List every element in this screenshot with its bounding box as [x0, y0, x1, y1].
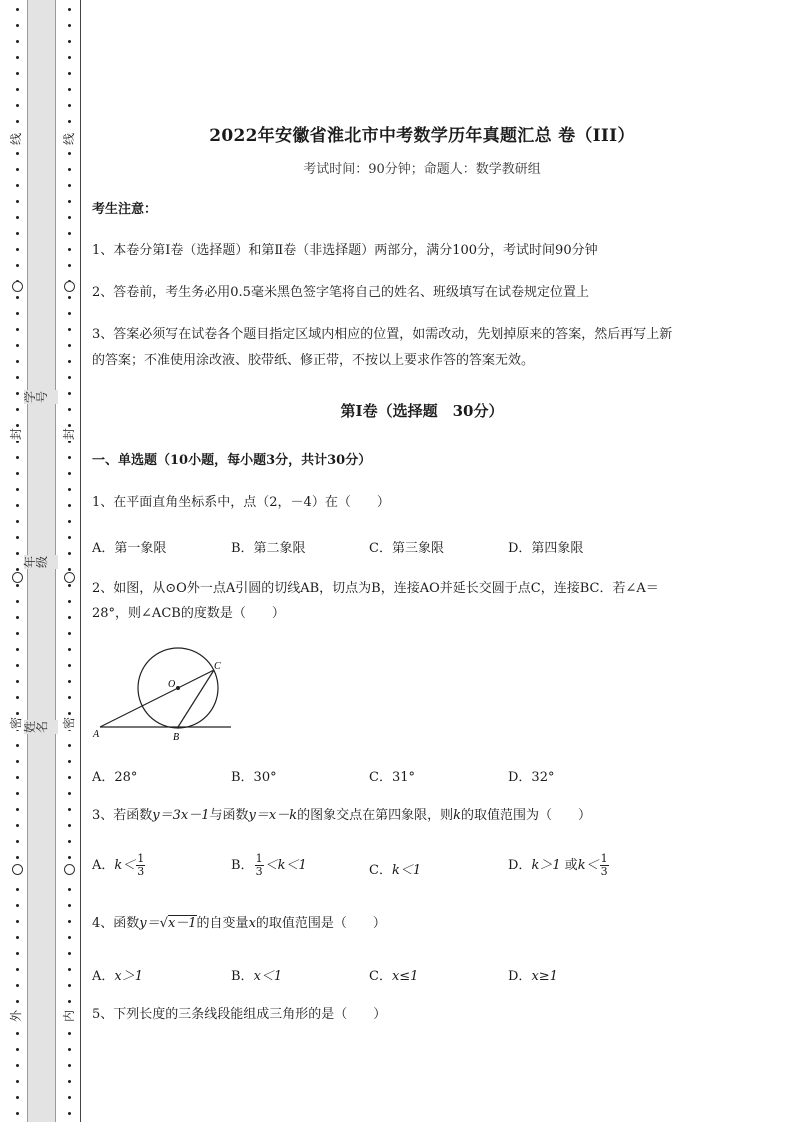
binding-dot: [68, 776, 71, 779]
binding-dot: [68, 376, 71, 379]
binding-dot: [16, 184, 19, 187]
q3-stem-mid2: 的图象交点在第四象限，则: [297, 808, 454, 823]
binding-dot: [16, 744, 19, 747]
binding-dot: [16, 552, 19, 555]
label-a: A: [93, 729, 100, 740]
outer-label-mi: 密: [9, 717, 23, 730]
binding-dot: [16, 920, 19, 923]
q3-a-prefix: A．: [92, 858, 115, 873]
q3-option-d: [508, 853, 610, 878]
binding-dot: [16, 344, 19, 347]
binding-hole-marker: [12, 281, 23, 292]
binding-dot: [68, 536, 71, 539]
field-grade: 年 级: [24, 555, 58, 569]
binding-dot: [16, 1032, 19, 1035]
binding-dot: [16, 360, 19, 363]
binding-dot: [68, 504, 71, 507]
q4-d-expr: x≥1: [531, 969, 558, 984]
binding-dot: [68, 680, 71, 683]
binding-dot: [16, 296, 19, 299]
binding-dot: [16, 968, 19, 971]
binding-dot: [16, 376, 19, 379]
binding-dot: [68, 616, 71, 619]
q4-stem-mid: 的自变量: [196, 916, 249, 931]
circle-tangent-figure: [92, 645, 242, 745]
binding-dot: [16, 664, 19, 667]
notice-item-3-cont: 的答案；不准使用涂改液、胶带纸、修正带，不按以上要求作答的答案无效。: [92, 353, 535, 368]
q4-radicand: x－1: [167, 916, 197, 931]
q3-function-2: y＝x－k: [248, 808, 298, 823]
exam-title: 2022年安徽省淮北市中考数学历年真题汇总 卷（III）: [209, 126, 635, 146]
binding-dot: [68, 72, 71, 75]
q3-b-prefix: B．: [231, 858, 254, 873]
q2-option-d: D．32°: [508, 770, 555, 785]
q3-option-c: [369, 859, 421, 878]
binding-dot: [68, 200, 71, 203]
outer-label-wai: 外: [9, 1010, 23, 1023]
q4-stem-suffix: 的取值范围是（ ）: [255, 916, 386, 931]
q4-stem-prefix: 4、函数: [92, 916, 140, 931]
binding-dot: [68, 920, 71, 923]
q3-b-expr: ＜k＜1: [264, 858, 307, 873]
binding-dot: [68, 264, 71, 267]
binding-dot: [16, 264, 19, 267]
q4-func: y＝: [139, 916, 160, 931]
q4-var-x: x: [248, 916, 256, 931]
binding-dot: [68, 312, 71, 315]
binding-dot: [68, 520, 71, 523]
outer-label-xian: 线: [9, 133, 23, 146]
q3-d-prefix: D．: [508, 858, 532, 873]
q1-option-c: C．第三象限: [369, 541, 444, 556]
label-b: B: [173, 732, 180, 743]
q4-b-expr: x＜1: [253, 969, 283, 984]
binding-dot: [16, 216, 19, 219]
frac-num: 1: [255, 852, 263, 865]
binding-dot: [16, 648, 19, 651]
binding-dot: [68, 744, 71, 747]
binding-dot: [68, 936, 71, 939]
binding-dot: [16, 200, 19, 203]
binding-dot: [16, 1048, 19, 1051]
binding-dot: [68, 552, 71, 555]
binding-dot: [16, 248, 19, 251]
frac-num: 1: [600, 852, 608, 865]
binding-dot: [16, 1064, 19, 1067]
binding-dot: [16, 824, 19, 827]
binding-dot: [16, 1112, 19, 1115]
binding-dot: [16, 1000, 19, 1003]
binding-dot: [16, 472, 19, 475]
q4-c-expr: x≤1: [391, 969, 419, 984]
binding-dot: [68, 104, 71, 107]
binding-dot: [68, 1048, 71, 1051]
field-student-id: 学 号: [24, 390, 58, 404]
binding-dot: [16, 600, 19, 603]
field-name: 姓 名: [24, 720, 58, 734]
binding-dot: [16, 488, 19, 491]
binding-dot: [68, 296, 71, 299]
q4-option-a: [92, 965, 143, 984]
binding-dot: [68, 824, 71, 827]
q2-option-b: B．30°: [231, 770, 277, 785]
q4-option-d: [508, 965, 558, 984]
binding-dot: [68, 40, 71, 43]
question-3-stem: [92, 803, 591, 829]
binding-dot: [68, 968, 71, 971]
frac-den: 3: [600, 865, 608, 878]
q4-a-expr: x＞1: [114, 969, 143, 984]
binding-dot: [68, 488, 71, 491]
binding-hole-marker: [64, 281, 75, 292]
q4-option-b: [231, 965, 282, 984]
binding-dot: [68, 56, 71, 59]
binding-dot: [68, 568, 71, 571]
binding-dot: [16, 88, 19, 91]
binding-dot: [16, 408, 19, 411]
question-2-stem-line1: 2、如图，从⊙O外一点A引圆的切线AB，切点为B，连接AO并延长交圆于点C，连接BC．若∠A＝: [92, 581, 659, 596]
binding-dot: [68, 792, 71, 795]
q3-var-k: k: [453, 808, 461, 823]
binding-margin: [0, 0, 82, 1122]
q4-option-c: [369, 965, 418, 984]
binding-dot: [16, 536, 19, 539]
binding-dot: [68, 984, 71, 987]
q1-option-b: B．第二象限: [231, 541, 306, 556]
q2-option-c: C．31°: [369, 770, 415, 785]
q4-c-prefix: C．: [369, 969, 392, 984]
notice-heading: 考生注意：: [92, 202, 158, 217]
q3-stem-prefix: 3、若函数: [92, 808, 153, 823]
binding-dot: [68, 840, 71, 843]
fraction-one-third: [255, 853, 264, 878]
binding-dot: [16, 984, 19, 987]
q3-d-or: 或: [564, 858, 578, 873]
q2-option-a: A．28°: [92, 770, 138, 785]
section-title: 第I卷（选择题 30分）: [340, 402, 504, 420]
binding-dot: [16, 712, 19, 715]
binding-dot: [68, 1096, 71, 1099]
binding-dot: [68, 632, 71, 635]
exam-subtitle: 考试时间：90分钟；命题人：数学教研组: [303, 162, 541, 177]
q3-stem-mid: 与函数: [209, 808, 249, 823]
binding-dot: [68, 696, 71, 699]
binding-dot: [68, 1000, 71, 1003]
binding-dot: [68, 88, 71, 91]
binding-dot: [68, 664, 71, 667]
binding-dot: [16, 808, 19, 811]
frac-den: 3: [255, 865, 263, 878]
binding-dot: [16, 888, 19, 891]
q1-option-a: A．第一象限: [92, 541, 167, 556]
binding-dot: [68, 152, 71, 155]
q3-option-a: [92, 853, 146, 878]
binding-dot: [68, 472, 71, 475]
binding-dot: [16, 952, 19, 955]
fraction-one-third: [136, 853, 145, 878]
binding-dot: [68, 856, 71, 859]
binding-dot: [16, 456, 19, 459]
binding-dot: [68, 1064, 71, 1067]
fraction-one-third: [600, 853, 609, 878]
binding-dot: [16, 936, 19, 939]
binding-dot: [16, 856, 19, 859]
question-2-stem-line2: 28°，则∠ACB的度数是（ ）: [92, 606, 285, 621]
center-point: [176, 686, 180, 690]
binding-dot: [68, 1080, 71, 1083]
binding-dot: [16, 760, 19, 763]
binding-dot: [68, 232, 71, 235]
q3-d-expr: k＞1: [531, 858, 561, 873]
binding-dot: [68, 360, 71, 363]
binding-dot: [16, 232, 19, 235]
segment-ac: [100, 670, 214, 727]
binding-dot: [68, 168, 71, 171]
part-heading: 一、单选题（10小题，每小题3分，共计30分）: [92, 453, 372, 468]
binding-dot: [16, 840, 19, 843]
binding-hole-marker: [12, 572, 23, 583]
q3-option-b: [231, 853, 307, 878]
binding-dot: [68, 184, 71, 187]
notice-item-3: 3、答案必须写在试卷各个题目指定区域内相应的位置，如需改动，先划掉原来的答案，然后再写上新: [92, 327, 673, 342]
binding-dot: [16, 616, 19, 619]
label-c: C: [214, 661, 221, 672]
binding-dot: [68, 888, 71, 891]
notice-item-2: 2、答卷前，考生务必用0.5毫米黑色签字笔将自己的姓名、班级填写在试卷规定位置上: [92, 285, 589, 300]
binding-dot: [68, 8, 71, 11]
sqrt-symbol: √: [159, 916, 168, 931]
frac-den: 3: [137, 865, 145, 878]
binding-dot: [16, 904, 19, 907]
q1-option-d: D．第四象限: [508, 541, 584, 556]
binding-dot: [68, 1112, 71, 1115]
q3-stem-suffix: 的取值范围为（ ）: [460, 808, 591, 823]
frac-num: 1: [137, 852, 145, 865]
binding-hole-marker: [64, 864, 75, 875]
binding-dot: [16, 792, 19, 795]
binding-dot: [16, 1096, 19, 1099]
binding-dot: [16, 584, 19, 587]
q3-a-expr: k＜: [114, 858, 136, 873]
binding-hole-marker: [64, 572, 75, 583]
q4-a-prefix: A．: [92, 969, 115, 984]
binding-dot: [68, 392, 71, 395]
outer-label-feng: 封: [9, 428, 23, 441]
binding-dot: [16, 312, 19, 315]
binding-dot: [16, 56, 19, 59]
binding-dot: [68, 120, 71, 123]
q3-d-expr2: k＜: [577, 858, 599, 873]
binding-hole-marker: [12, 864, 23, 875]
binding-dot: [16, 40, 19, 43]
binding-dot: [68, 344, 71, 347]
q3-c-prefix: C．: [369, 863, 392, 878]
inner-label-nei: 内: [62, 1010, 76, 1023]
q4-d-prefix: D．: [508, 969, 532, 984]
notice-item-1: 1、本卷分第I卷（选择题）和第Ⅱ卷（非选择题）两部分，满分100分，考试时间90分钟: [92, 243, 598, 258]
binding-dot: [68, 584, 71, 587]
binding-dot: [16, 24, 19, 27]
binding-dot: [16, 696, 19, 699]
q4-b-prefix: B．: [231, 969, 254, 984]
question-4-stem: [92, 911, 386, 937]
inner-label-feng: 封: [62, 428, 76, 441]
binding-dot: [68, 216, 71, 219]
binding-dot: [16, 152, 19, 155]
label-o: O: [168, 679, 176, 690]
binding-dot: [68, 1032, 71, 1035]
binding-dot: [16, 504, 19, 507]
question-5-stem: 5、下列长度的三条线段能组成三角形的是（ ）: [92, 1007, 387, 1022]
binding-dot: [68, 600, 71, 603]
binding-dot: [16, 72, 19, 75]
binding-dot: [16, 776, 19, 779]
binding-dot: [68, 952, 71, 955]
binding-dot: [16, 632, 19, 635]
binding-dot: [16, 8, 19, 11]
binding-dot: [68, 456, 71, 459]
binding-dot: [68, 24, 71, 27]
binding-dot: [16, 680, 19, 683]
binding-dot: [68, 712, 71, 715]
binding-dot: [16, 520, 19, 523]
binding-dot: [68, 760, 71, 763]
binding-dot: [68, 408, 71, 411]
binding-dot: [16, 104, 19, 107]
binding-dot: [16, 328, 19, 331]
binding-dot: [16, 392, 19, 395]
binding-rule-line: [80, 0, 81, 1122]
binding-dot: [68, 248, 71, 251]
binding-dot: [68, 328, 71, 331]
q3-c-expr: k＜1: [391, 863, 422, 878]
inner-label-xian: 线: [62, 133, 76, 146]
binding-dot: [16, 168, 19, 171]
inner-label-mi: 密: [62, 717, 76, 730]
binding-dot: [16, 568, 19, 571]
binding-dot: [68, 808, 71, 811]
q3-function-1: y＝3x－1: [152, 808, 210, 823]
binding-dot: [16, 120, 19, 123]
question-1-stem: 1、在平面直角坐标系中，点（2，－4）在（ ）: [92, 495, 390, 510]
binding-dot: [68, 648, 71, 651]
binding-dot: [16, 1080, 19, 1083]
binding-dot: [68, 904, 71, 907]
